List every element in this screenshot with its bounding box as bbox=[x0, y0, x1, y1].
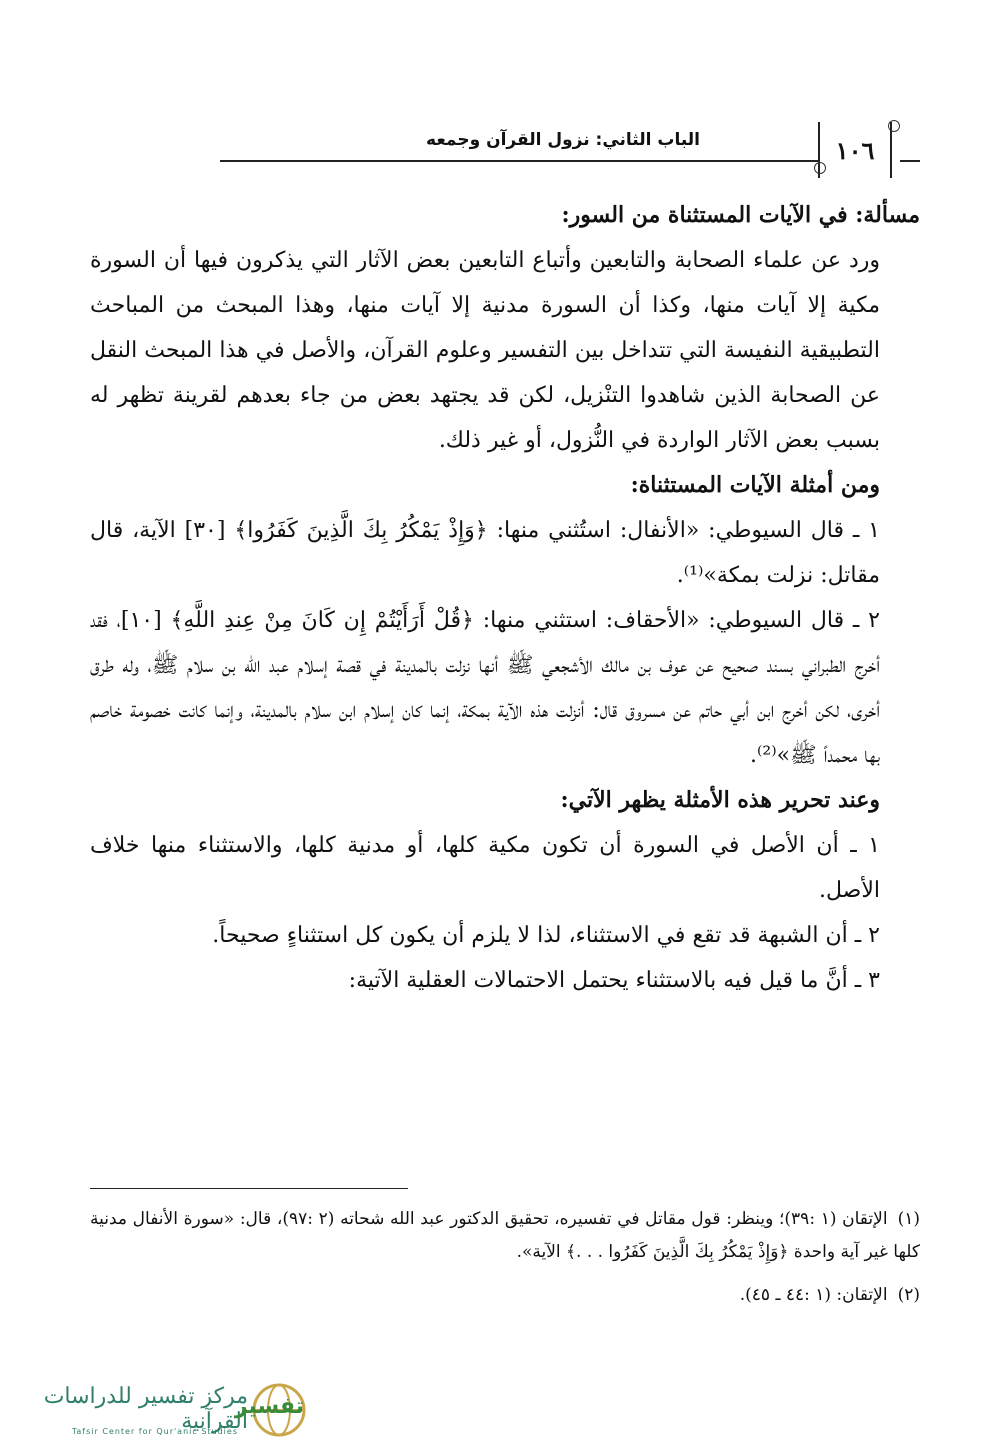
header-rule-end bbox=[900, 160, 920, 162]
footnote-rule bbox=[90, 1188, 408, 1189]
document-page bbox=[90, 0, 920, 1455]
main-text bbox=[90, 193, 920, 1003]
header-rule bbox=[220, 160, 820, 162]
logo-wordmark: تفسير bbox=[234, 1394, 304, 1419]
section-heading: مسألة: في الآيات المستثناة من السور: bbox=[561, 202, 920, 228]
intro-paragraph: ورد عن علماء الصحابة والتابعين وأتباع التابعين بعض الآثار التي يذكرون فيها أن السورة مكية إلا آيات منها، وكذا أن السورة مدنية إلا آيات منها، وهذا المبحث من المباحث التطبيقية النفيسة التي تتداخل بين التفسير وعلوم القرآن، والأصل في هذا المبحث النقل عن الصحابة الذين شاهدوا التنْزيل، لكن قد يجتهد بعض من جاء بعدهم لقرينة تظهر له بسبب بعض الآثار الواردة في النُّزول، أو غير ذلك. bbox=[90, 248, 880, 453]
observation-point: ٢ ـ أن الشبهة قد تقع في الاستثناء، لذا لا يلزم أن يكون كل استثناءٍ صحيحاً. bbox=[212, 923, 880, 948]
footnote-marker: (١) bbox=[897, 1209, 920, 1229]
publisher-logo bbox=[8, 1380, 308, 1440]
footnotes bbox=[90, 1203, 920, 1322]
page-number: ١٠٦ bbox=[835, 135, 875, 165]
footnote-marker: (٢) bbox=[897, 1285, 920, 1305]
footnote-text: الإتقان: (١ :٤٤ ـ ٤٥). bbox=[739, 1285, 888, 1305]
footnote-text: الإتقان (١ :٣٩)؛ وينظر: قول مقاتل في تفسيره، تحقيق الدكتور عبد الله شحاته (٢ :٩٧)، قال: «سورة الأنفال مدنية كلها غير آية واحدة ﴿وَإِذْ يَمْكُرُ بِكَ الَّذِينَ كَفَرُوا . . .﴾ الآية». bbox=[90, 1209, 920, 1262]
logo-arabic-text: مركز تفسير للدراسات القرآنية bbox=[43, 1384, 248, 1434]
observation-point: ٣ ـ أنَّ ما قيل فيه بالاستثناء يحتمل الاحتمالات العقلية الآتية: bbox=[348, 968, 880, 993]
page-number-frame bbox=[818, 122, 892, 178]
footnote bbox=[90, 1203, 920, 1269]
observations-heading: وعند تحرير هذه الأمثلة يظهر الآتي: bbox=[560, 787, 880, 813]
running-title: الباب الثاني: نزول القرآن وجمعه bbox=[426, 130, 700, 150]
examples-heading: ومن أمثلة الآيات المستثناة: bbox=[630, 472, 880, 498]
example-paragraph: ٢ ـ قال السيوطي: «الأحقاف: استثني منها: ﴿قُلْ أَرَأَيْتُمْ إِن كَانَ مِنْ عِندِ اللَّهِ﴾ [١٠]، فقد أخرج الطبراني بسند صحيح عن عوف بن مالك الأشجعي ﷺ أنها نزلت بالمدينة في قصة إسلام عبد الله بن سلام ﷺ، وله طرق أخرى، لكن أخرج ابن أبي حاتم عن مسروق قال: أنزلت هذه الآية بمكة، إنما كان إسلام ابن سلام بالمدينة، وإنما كانت خصومة خاصم بها محمداً ﷺ»⁽²⁾. bbox=[90, 608, 880, 768]
logo-english-text: Tafsir Center for Qur'anic Studies bbox=[71, 1427, 238, 1436]
observation-point: ١ ـ أن الأصل في السورة أن تكون مكية كلها، أو مدنية كلها، والاستثناء منها خلاف الأصل. bbox=[90, 833, 880, 903]
footnote bbox=[90, 1279, 920, 1312]
example-paragraph: ١ ـ قال السيوطي: «الأنفال: استُثني منها: ﴿وَإِذْ يَمْكُرُ بِكَ الَّذِينَ كَفَرُوا﴾ [٣٠] الآية، قال مقاتل: نزلت بمكة»⁽¹⁾. bbox=[90, 518, 880, 588]
